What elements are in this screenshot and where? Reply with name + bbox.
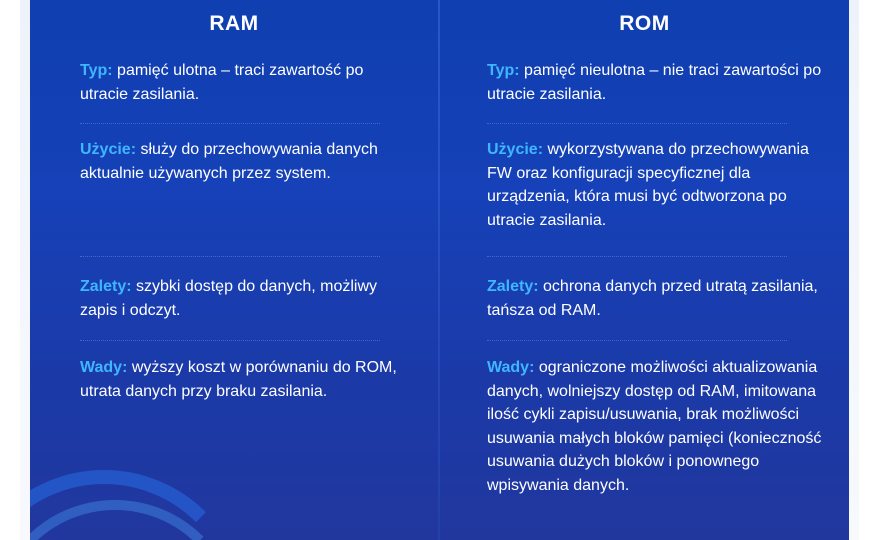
rom-type xyxy=(487,59,822,106)
ram-disadvantages-label: Wady: xyxy=(80,359,128,376)
ram-advantages-label: Zalety: xyxy=(80,278,132,295)
rom-disadvantages-label: Wady: xyxy=(487,359,535,376)
rom-type-label: Typ: xyxy=(487,62,520,79)
separator xyxy=(487,340,787,341)
ram-type-text: pamięć ulotna – traci zawartość po utracie zasilania. xyxy=(80,62,364,103)
rom-disadvantages-text: ograniczone możliwości aktualizowania danych, wolniejszy dostęp od RAM, imitowana ilość cykli zapisu/usuwania, brak możliwości usuwania małych bloków pamięci (konieczność usuwania dużych bloków i ponownego wpisywania danych. xyxy=(487,359,822,494)
rom-advantages-text: ochrona danych przed utratą zasilania, tańsza od RAM. xyxy=(487,278,818,319)
ram-type xyxy=(80,59,400,106)
rom-advantages-label: Zalety: xyxy=(487,278,539,295)
separator xyxy=(80,340,380,341)
separator xyxy=(487,256,787,257)
frame-edge-left xyxy=(20,0,30,540)
rom-usage-text: wykorzystywana do przechowywania FW oraz konfiguracji specyficznej dla urządzenia, która musi być odtworzona po utracie zasilania. xyxy=(487,141,809,229)
frame-edge-right xyxy=(849,0,859,540)
ram-advantages-text: szybki dostęp do danych, możliwy zapis i odczyt. xyxy=(80,278,378,319)
ram-column xyxy=(30,0,438,540)
rom-usage-label: Użycie: xyxy=(487,141,544,158)
ram-disadvantages xyxy=(80,356,400,403)
separator xyxy=(80,256,380,257)
rom-title: ROM xyxy=(619,12,670,35)
ram-title: RAM xyxy=(209,12,259,35)
separator xyxy=(487,123,787,124)
ram-usage xyxy=(80,138,400,185)
ram-usage-label: Użycie: xyxy=(80,141,137,158)
rom-disadvantages xyxy=(487,356,822,497)
ram-usage-text: służy do przechowywania danych aktualnie używanych przez system. xyxy=(80,141,378,182)
ram-type-label: Typ: xyxy=(80,62,113,79)
rom-type-text: pamięć nieulotna – nie traci zawartości po utracie zasilania. xyxy=(487,62,822,103)
separator xyxy=(80,123,380,124)
comparison-panel xyxy=(30,0,849,540)
ram-disadvantages-text: wyższy koszt w porównaniu do ROM, utrata danych przy braku zasilania. xyxy=(80,359,397,400)
rom-usage xyxy=(487,138,822,232)
ram-advantages xyxy=(80,275,400,322)
rom-advantages xyxy=(487,275,822,322)
rom-column xyxy=(440,0,849,540)
